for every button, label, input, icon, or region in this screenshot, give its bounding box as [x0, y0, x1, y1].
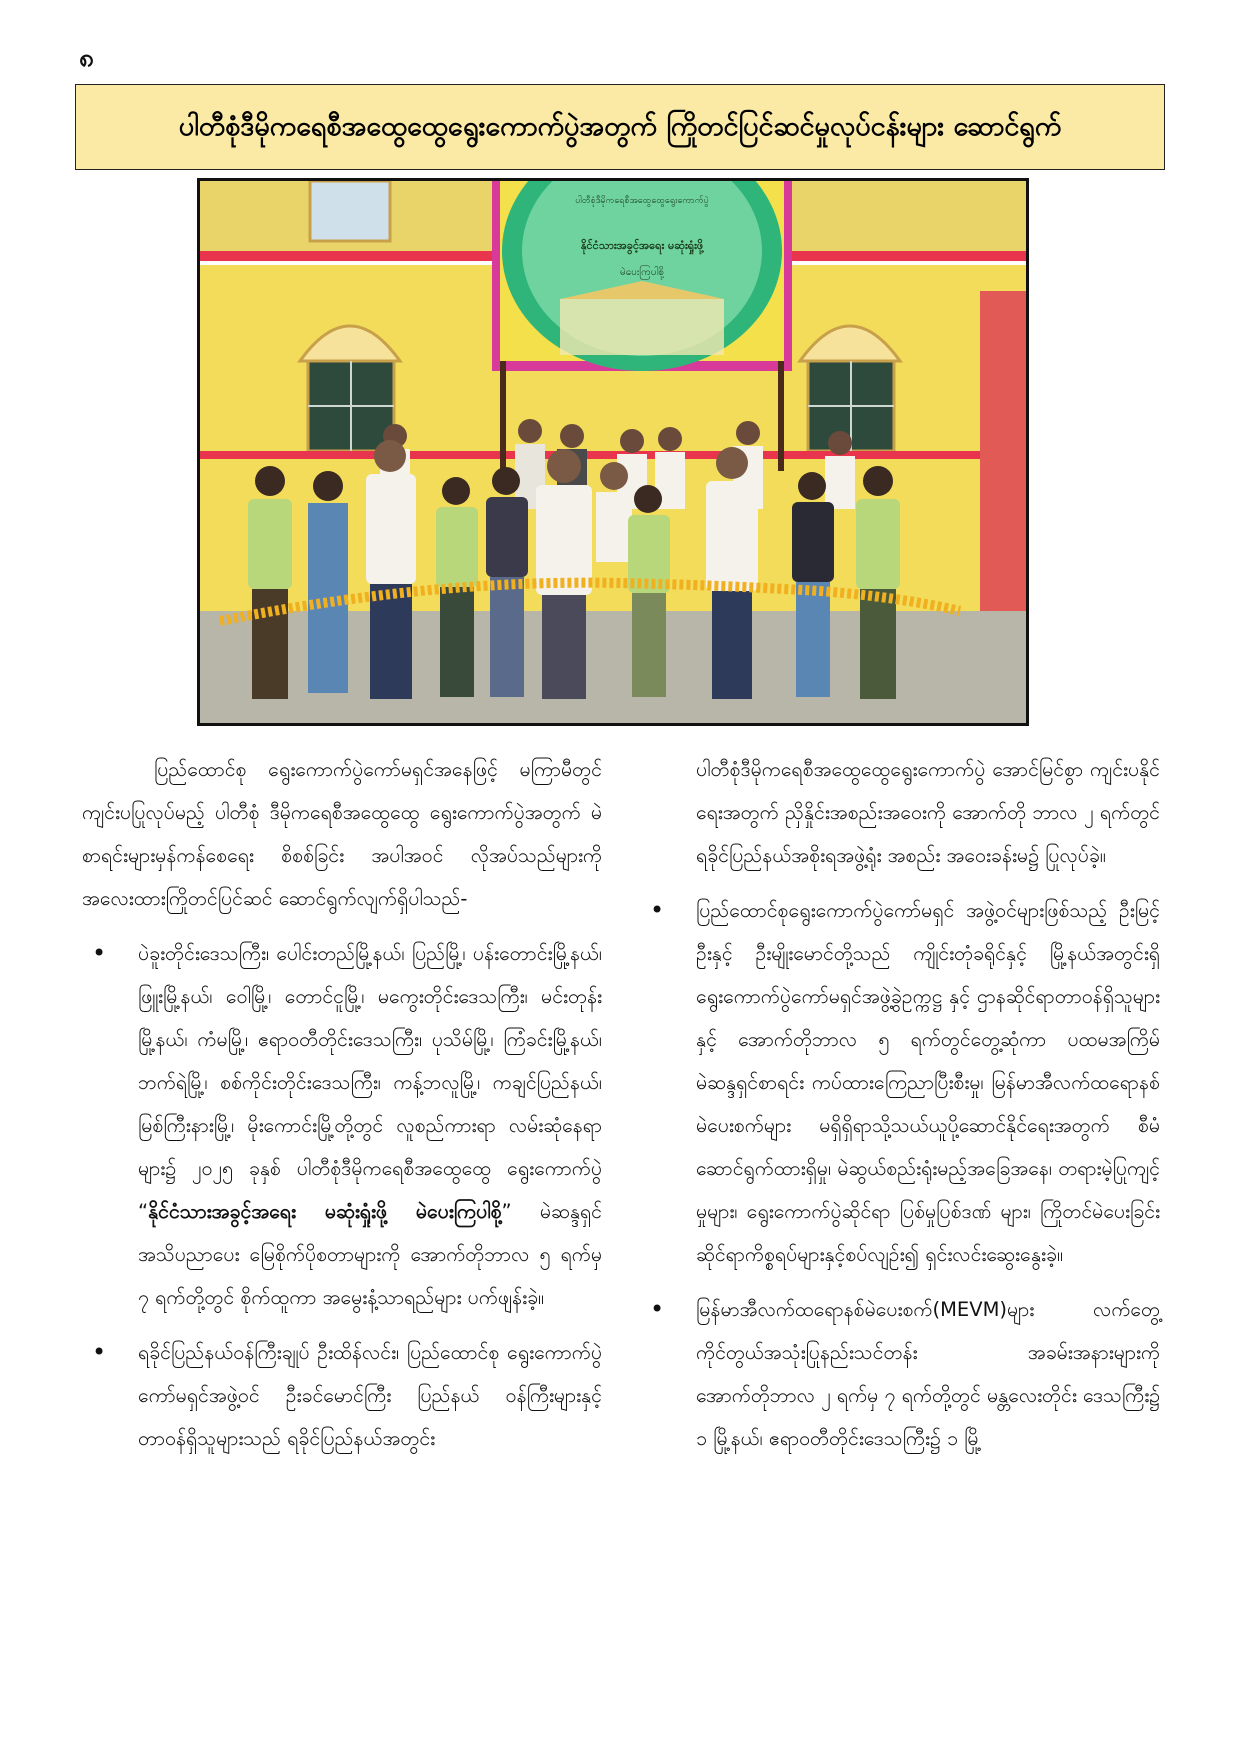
bullet2-text: ရခိုင်ပြည်နယ်ဝန်ကြီးချုပ် ဦးထိန်လင်း၊ ပြည်ထောင်စု ရွေးကောက်ပွဲကော်မရှင်အဖွဲ့ဝင် ဦးခင်မောင်ကြီး ပြည်နယ် ဝန်ကြီးများနှင့် တာဝန်ရှိသူများသည် ရခိုင်ပြည်နယ်အတွင်း [138, 1341, 602, 1450]
bullet1-text-start: ပဲခူးတိုင်းဒေသကြီး၊ ပေါင်းတည်မြို့နယ်၊ ပြည်မြို့၊ ပန်းတောင်းမြို့နယ်၊ ဖြူးမြို့နယ်၊ ဝေါမြို့၊ တောင်ငူမြို့၊ မကွေးတိုင်းဒေသကြီး၊ မင်းတုန်းမြို့နယ်၊ ကံမမြို့၊ ဧရာဝတီတိုင်းဒေသကြီး၊ ပုသိမ်မြို့၊ ကြံခင်းမြို့နယ်၊ ဘက်ရဲမြို့၊ စစ်ကိုင်းတိုင်းဒေသကြီး၊ ကန့်ဘလူမြို့၊ ကချင်ပြည်နယ်၊ မြစ်ကြီးနားမြို့၊ မိုးကောင်းမြို့တို့တွင် လူစည်ကားရာ လမ်းဆုံနေရာများ၌ ၂၀၂၅ ခုနှစ် ပါတီစုံဒီမိုကရေစီအထွေထွေ ရွေးကောက်ပွဲ “ [138, 942, 602, 1223]
headline-banner [75, 84, 1165, 170]
list-item [82, 1331, 602, 1460]
arched-window-right [800, 326, 900, 451]
list-item [82, 932, 602, 1319]
bullet1-text-end: ” မဲဆန္ဒရှင်အသိပညာပေး မြေစိုက်ပိုစတာများကို အောက်တိုဘာလ ၅ ရက်မှ ၇ ရက်တို့တွင် စိုက်ထူကာ အမွေးနံ့သာရည်များ ပက်ဖျန်းခဲ့။ [138, 1200, 603, 1309]
campaign-slogan: နိုင်ငံသားအခွင့်အရေး မဆုံးရှုံးဖို့ မဲပေးကြပါစို့ [148, 1200, 502, 1223]
banner-line2: နိုင်ငံသားအခွင့်အရေး မဆုံးရှုံးဖို့ [580, 239, 704, 252]
list-item [640, 889, 1160, 1276]
left-column [82, 748, 602, 1460]
bullet-icon: • [92, 1338, 107, 1366]
headline-title: ပါတီစုံဒီမိုကရေစီအထွေထွေရွေးကောက်ပွဲအတွက် ကြိုတင်ပြင်ဆင်မှုလုပ်ငန်းများ ဆောင်ရွက် [178, 111, 1062, 143]
bullet4-text: မြန်မာအီလက်ထရောနစ်မဲပေးစက်(MEVM)များ လက်တွေ့ ကိုင်တွယ်အသုံးပြုနည်းသင်တန်း အခမ်းအနားများကို အောက်တိုဘာလ ၂ ရက်မှ ၇ ရက်တို့တွင် မန္တလေးတိုင်း ဒေသကြီး၌ ၁ မြို့နယ်၊ ဧရာဝတီတိုင်းဒေသကြီး၌ ၁ မြို့ [696, 1298, 1160, 1450]
intro-paragraph: ပြည်ထောင်စု ရွေးကောက်ပွဲကော်မရှင်အနေဖြင့် မကြာမီတွင် ကျင်းပပြုလုပ်မည့် ပါတီစုံ ဒီမိုကရေစီအထွေထွေ ရွေးကောက်ပွဲအတွက် မဲစာရင်းများမှန်ကန်စေရေး စိစစ်ခြင်း အပါအဝင် လိုအပ်သည်များကို အလေးထားကြိုတင်ပြင်ဆင် ဆောင်ရွက်လျက်ရှိပါသည်- [82, 758, 602, 910]
continuation-paragraph: ပါတီစုံဒီမိုကရေစီအထွေထွေရွေးကောက်ပွဲ အောင်မြင်စွာ ကျင်းပနိုင်ရေးအတွက် ညှိနှိုင်းအစည်းအဝေးကို အောက်တို ဘာလ ၂ ရက်တွင် ရခိုင်ပြည်နယ်အစိုးရအဖွဲ့ရုံး အစည်း အဝေးခန်းမ၌ ပြုလုပ်ခဲ့။ [696, 758, 1160, 867]
bullet-icon: • [92, 939, 107, 967]
news-photo [197, 178, 1029, 726]
ribbon-cutting-photo [200, 181, 1026, 723]
banner-line1: ပါတီစုံဒီမိုကရေစီအထွေထွေရွေးကောက်ပွဲ [575, 196, 709, 206]
bullet-icon: • [650, 896, 665, 924]
banner-line3: မဲပေးကြပါစို့ [620, 267, 664, 278]
bullet3-text: ပြည်ထောင်စုရွေးကောက်ပွဲကော်မရှင် အဖွဲ့ဝင်များဖြစ်သည့် ဦးမြင့်ဦးနှင့် ဦးမျိုးမောင်တို့သည် ကျိုင်းတုံခရိုင်နှင့် မြို့နယ်အတွင်းရှိ ရွေးကောက်ပွဲကော်မရှင်အဖွဲ့ခွဲဥက္ကဋ္ဌ နှင့် ဌာနဆိုင်ရာတာဝန်ရှိသူများနှင့် အောက်တိုဘာလ ၅ ရက်တွင်တွေ့ဆုံကာ ပထမအကြိမ် မဲဆန္ဒရှင်စာရင်း ကပ်ထားကြေညာပြီးစီးမှု၊ မြန်မာအီလက်ထရောနစ် မဲပေးစက်များ မရှိရှိရာသို့သယ်ယူပို့ဆောင်နိုင်ရေးအတွက် စီမံဆောင်ရွက်ထားရှိမှု၊ မဲဆွယ်စည်းရုံးမည့်အခြေအနေ၊ တရားမဲ့ပြုကျင့်မှုများ၊ ရွေးကောက်ပွဲဆိုင်ရာ ပြစ်မှုပြစ်ဒဏ် များ၊ ကြိုတင်မဲပေးခြင်းဆိုင်ရာကိစ္စရပ်များနှင့်စပ်လျဉ်း၍ ရှင်းလင်းဆွေးနွေးခဲ့။ [696, 899, 1160, 1266]
arched-window-left-top [310, 181, 390, 241]
bullet-icon: • [650, 1295, 665, 1323]
page-number: ၈ [79, 43, 94, 73]
list-item [640, 1288, 1160, 1460]
right-column [640, 748, 1160, 1460]
